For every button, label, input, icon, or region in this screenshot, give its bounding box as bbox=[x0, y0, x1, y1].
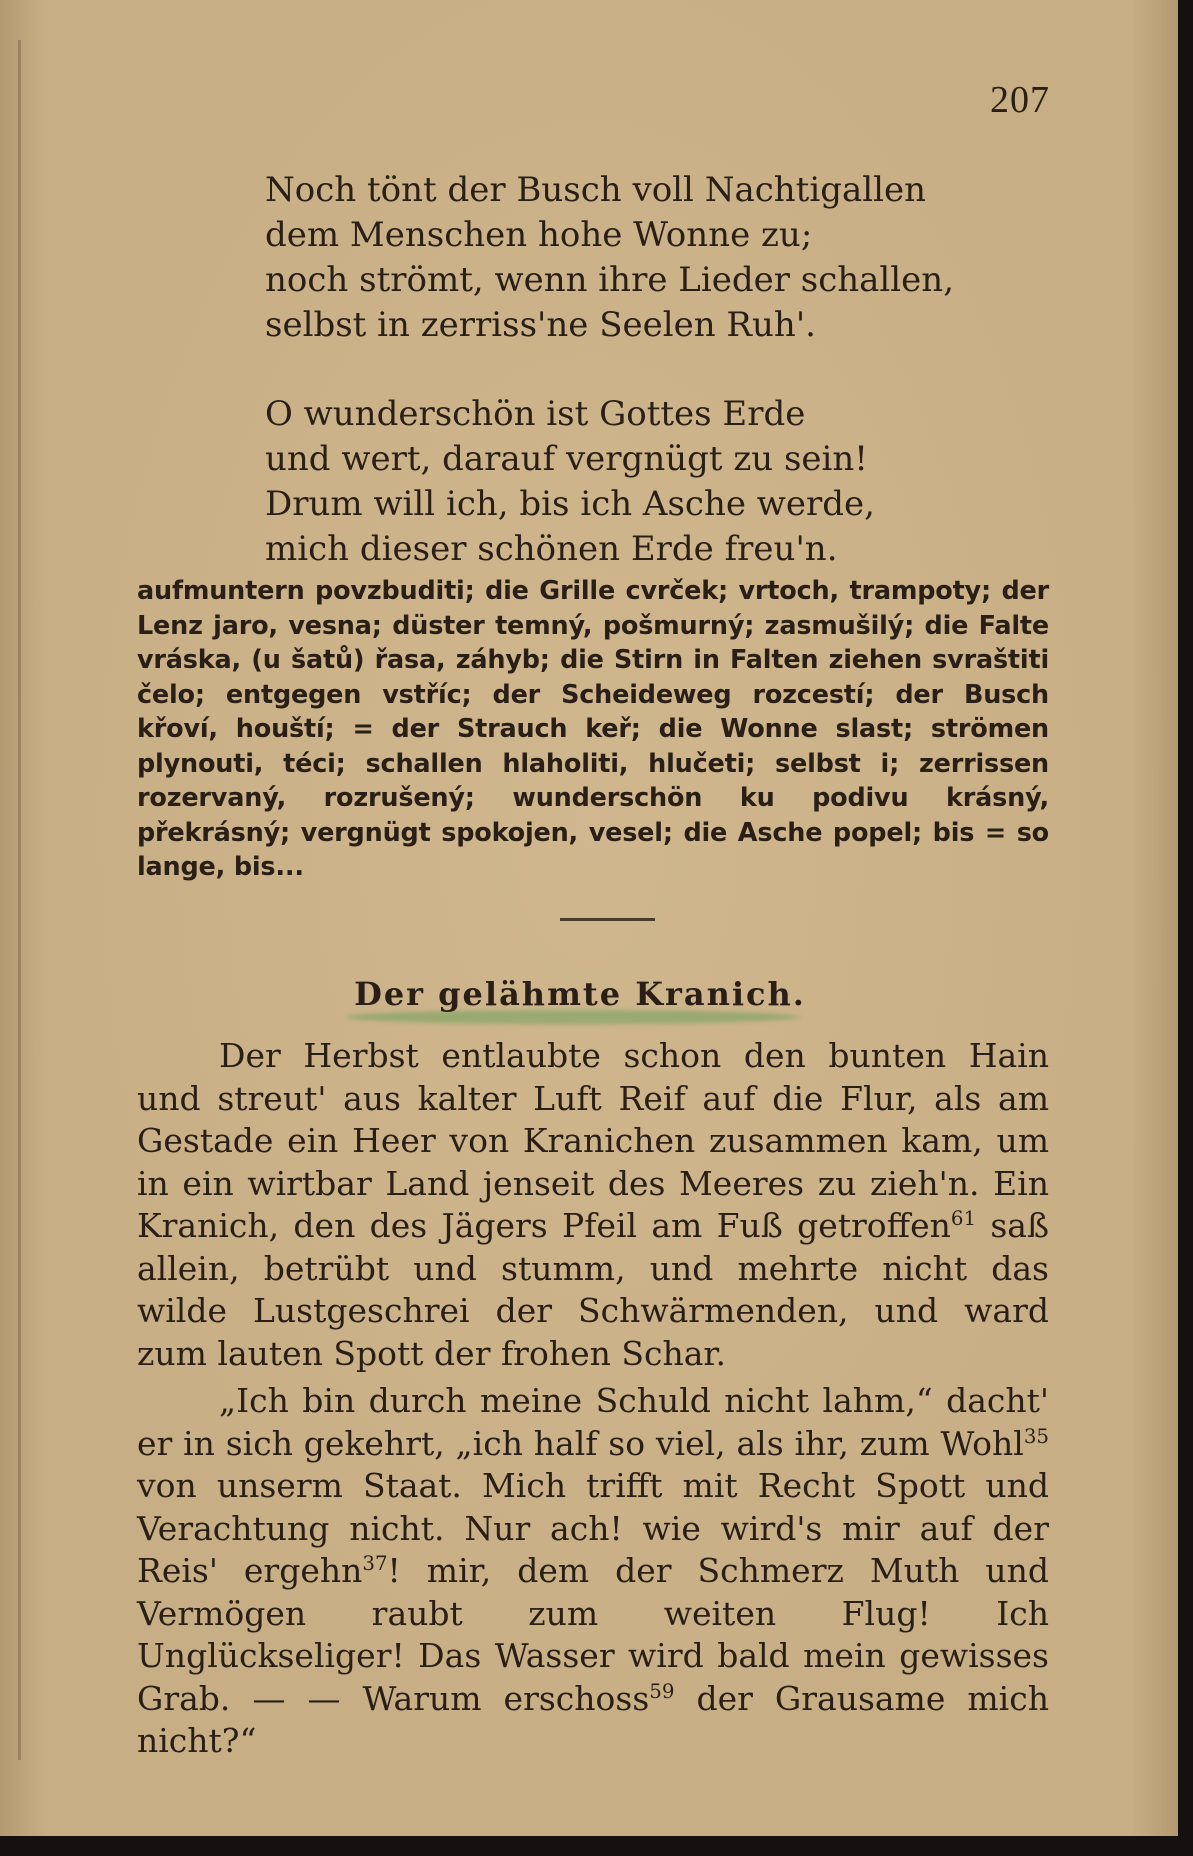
poem-line: Noch tönt der Busch voll Nachtigallen bbox=[265, 170, 927, 210]
poem-line: noch strömt, wenn ihre Lieder schallen, bbox=[265, 260, 954, 300]
paragraph-2 bbox=[137, 1380, 1049, 1763]
footnote-ref: 37 bbox=[362, 1552, 388, 1575]
poem-stanza-2 bbox=[265, 392, 1085, 572]
poem-line: Drum will ich, bis ich Asche werde, bbox=[265, 484, 875, 524]
footnote-ref: 59 bbox=[649, 1679, 675, 1703]
page-binding-shadow bbox=[18, 40, 21, 1760]
poem-stanza-1 bbox=[265, 168, 1085, 348]
paragraph-text: ! mir, dem der Schmerz Muth und Vermögen raubt zum weiten Flug! Ich Unglückseliger! Das Wasser wird bald mein gewisses Grab. — — Warum erschoss bbox=[137, 1551, 1049, 1718]
poem-line: mich dieser schönen Erde freu'n. bbox=[265, 529, 838, 569]
paragraph-text: der Grausame mich nicht?“ bbox=[137, 1678, 1049, 1760]
poem-line: selbst in zerriss'ne Seelen Ruh'. bbox=[265, 305, 816, 345]
footnote-ref: 61 bbox=[950, 1207, 977, 1230]
vocabulary-glossary: aufmuntern povzbuditi; die Grille cvrček; vrtoch, trampoty; der Lenz jaro, vesna; düster temný, pošmurný; zasmušilý; die Falte vráska, (u šatů) řasa, záhyb; die Stirn in Falten ziehen svraštiti čelo; entgegen vstříc; der Scheideweg rozcestí; der Busch křoví, houští; = der Strauch keř; die Wonne slast; strömen plynouti, téci; schallen hlaholiti, hlučeti; selbst i; zerrissen rozervaný, rozrušený; wunderschön ku podivu krásný, překrásný; vergnügt spokojen, vesel; die Asche popel; bis = so lange, bis... bbox=[137, 576, 1049, 882]
poem-line: O wunderschön ist Gottes Erde bbox=[265, 394, 806, 434]
scan-border-right bbox=[1178, 0, 1193, 1856]
story-title: Der gelähmte Kranich. bbox=[354, 975, 806, 1013]
poem-line: dem Menschen hohe Wonne zu; bbox=[265, 215, 813, 255]
paragraph-text: saß allein, betrübt und stumm, und mehrte nicht das wilde Lustgeschrei der Schwärmenden, und ward zum lauten Spott der frohen Schar. bbox=[137, 1206, 1049, 1373]
paragraph-text: „Ich bin durch meine Schuld nicht lahm,“ dacht' er in sich gekehrt, „ich half so viel, als ihr, zum Wohl bbox=[137, 1381, 1049, 1463]
section-divider bbox=[560, 918, 655, 921]
scan-border-bottom bbox=[0, 1836, 1193, 1856]
poem-line: und wert, darauf vergnügt zu sein! bbox=[265, 439, 868, 479]
paragraph-text: von unserm Staat. Mich trifft mit Recht Spott und Verachtung nicht. Nur ach! wie wird's mir auf der Reis' ergehn bbox=[137, 1466, 1049, 1590]
paragraph-text: Der Herbst entlaubte schon den bunten Hain und streut' aus kalter Luft Reif auf die Flur, als am Gestade ein Heer von Kranichen zusammen kam, um in ein wirtbar Land jenseit des Meeres zu zieh'n. Ein Kranich, den des Jägers Pfeil am Fuß getroffen bbox=[137, 1036, 1049, 1245]
paragraph-1 bbox=[137, 1035, 1049, 1375]
footnote-ref: 35 bbox=[1023, 1424, 1049, 1448]
page-number: 207 bbox=[990, 79, 1050, 121]
